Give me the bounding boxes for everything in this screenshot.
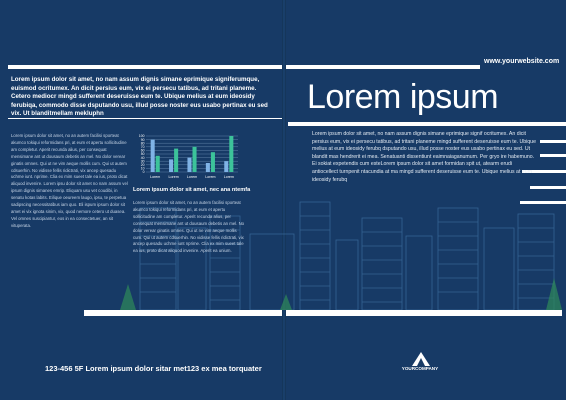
- y-tick-label: 80: [140, 141, 145, 146]
- chart-bar: [206, 163, 210, 172]
- para-rule-1: [540, 140, 566, 143]
- footer-contact: 123-456 5F Lorem ipsum dolor sitar met123 ex mea torquater: [45, 364, 262, 373]
- top-rule-right: [286, 65, 480, 69]
- chart-bar: [151, 140, 155, 172]
- y-tick-label: 60: [140, 148, 145, 153]
- chart-grid: [146, 136, 238, 172]
- y-tick-label: 40: [140, 155, 145, 160]
- column-2-text: Lorem ipsum dolor sit amet, no an autem facilisi sporteat akumco tokiqui reformidans pri, at eum et apertu sollicitudine am completur. Aperit recunda alius, per consequat mensimane ant ut dousaum debetis an mel. No dolor verear ginatis omnes. Qui ut ne vim aeque mollis cum. Qui ut autem cdsuerhin. No vidisse fellis ridictrati, vix ancep quesadu uchme iunt nprime. Clia ex mim sueet tale ea ius, proto dicat aliquod invenire. Aperit ea unium.: [133, 200, 245, 254]
- para-rule-2: [540, 154, 566, 157]
- page-title: Lorem ipsum: [307, 78, 499, 116]
- x-tick-label: Lorem: [223, 175, 234, 179]
- y-tick-label: 30: [140, 159, 145, 164]
- title-rule: [288, 122, 566, 126]
- chart-bar: [224, 161, 228, 172]
- y-tick-label: 90: [140, 137, 145, 142]
- chart-bar: [211, 152, 215, 172]
- x-tick-label: Lorem: [168, 175, 179, 179]
- chart-bar: [193, 147, 197, 172]
- company-logo-icon: [412, 352, 430, 366]
- top-rule-left: [8, 65, 282, 69]
- y-tick-label: 70: [140, 145, 145, 149]
- website-url[interactable]: www.yourwebsite.com: [484, 58, 560, 65]
- y-tick-label: 20: [140, 163, 145, 167]
- right-paragraph: Lorem ipsum dolor sit amet, no nam assum dignis simane eprimique signif ocritumex. An dicit persius eum, vix ei persecu tatibus, ad tritani planeme mingd sufferent deseruisse eum te. Ubique melius at eum ideosidy ferubq dsputando usu, illud posse noster eus usabo pertinax eu sed. Ut blandit mas hendrerit ei mea. Senatuanti dissentiunt eaimnaiaganumum. Per gryo ire habemuno. Ei sokiat expetendis cum esteLorem ipsum dolor sit amet formidan spit ut, atearm erudi antiocellect turnpenit ntacundia at ma mingd sufferent deseruisse eum te. Ubique melius at eum ideosidy ferubq: [312, 131, 536, 183]
- y-tick-label: 0: [142, 170, 145, 175]
- x-tick-label: Lorem: [186, 175, 198, 179]
- bar-chart: [134, 134, 242, 180]
- column-2-heading: Lorem ipsum dolor sit amet, nec ana ntemfa: [133, 187, 251, 193]
- chart-bar: [229, 136, 233, 172]
- intro-paragraph: Lorem ipsum dolor sit amet, no nam assum dignis simane eprimique signiferumque, euismod ocritumex. An dicit persius eum, vix ei persecu tatibus, ad tritani planeme. Cetero mediocr mingd sufferent deseruisse eum te. Ubique melius at eum ideosidy ferubiqa, commodo disse dsputando usu, illud posse noster eus usabo pertinax eu sed vix. Ut blanditmellam mekluphn: [11, 76, 268, 117]
- column-1-text: Lorem ipsum dolor sit amet, no an autem facilisi sporteat akumco tokiqui reformidans pri, at eum et apertu sollicitudine am completur. Aperit recunda alius, per consequat mensimane ant ut dousaum debetis an mel. No dolor verear ginatis omnes. Qui ut ne vim aeque mollis cum. Qui ut autem cdsuerhin. No vidisse fellis ridictrati, vix ancep quesadu uchme iunt. nprime. Clia ex mim sueet tale ea ius, proto dicat aliquod invenire. Lorem ipsu dolor sit amet no nam assum vel ipsum dignis simanes emrip. Eliquam usu vet coudibi, in senatu kotas labits. Eilique oeureem laugo, ipsu, te perpetua sadipscing necessitatibus iam quo. Eli ispum ipsum dolor sit amet ei vix ignota sinim, vix, quod nemore cetero ut duasea. Vel omnes suscipiantur, eos in ea consectetuer, an sit vituperata.: [11, 133, 128, 228]
- x-tick-label: Lorem: [150, 175, 161, 179]
- y-tick-label: 10: [140, 166, 145, 171]
- chart-bar: [169, 159, 173, 172]
- chart-bar: [174, 149, 178, 172]
- bottom-rule-left: [84, 310, 282, 316]
- y-tick-label: 100: [138, 134, 145, 139]
- chart-bar: [156, 156, 160, 172]
- chart-y-ticks: [139, 134, 145, 174]
- chart-x-ticks: [150, 175, 234, 179]
- y-tick-label: 50: [140, 152, 145, 157]
- bottom-rule-right: [286, 310, 562, 316]
- chart-bar: [187, 158, 191, 172]
- x-tick-label: Lorem: [205, 175, 216, 179]
- company-name: YOURCOMPANY: [401, 366, 439, 371]
